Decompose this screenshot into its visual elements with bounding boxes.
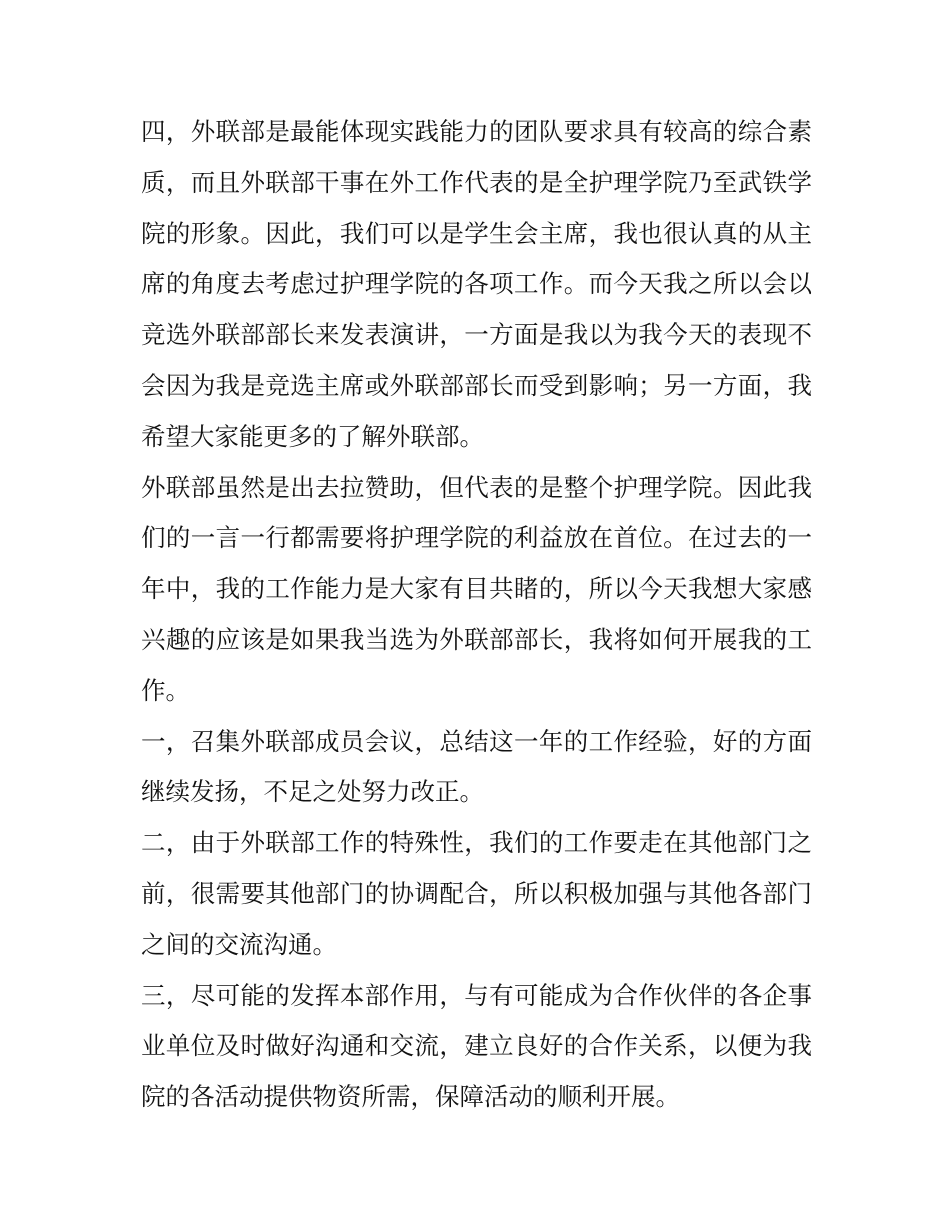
paragraph-2: 外联部虽然是出去拉赞助，但代表的是整个护理学院。因此我们的一言一行都需要将护理学院的利益放在首位。在过去的一年中，我的工作能力是大家有目共睹的，所以今天我想大家感兴趣的应该是如果我当选为外联部部长，我将如何开展我的工作。 <box>141 472 812 705</box>
paragraph-3: 一，召集外联部成员会议，总结这一年的工作经验，好的方面继续发扬，不足之处努力改正。 <box>141 726 812 807</box>
paragraph-1: 四，外联部是最能体现实践能力的团队要求具有较高的综合素质，而且外联部干事在外工作代表的是全护理学院乃至武铁学院的形象。因此，我们可以是学生会主席，我也很认真的从主席的角度去考虑过护理学院的各项工作。而今天我之所以会以竞选外联部部长来发表演讲，一方面是我以为我今天的表现不会因为我是竞选主席或外联部部长而受到影响；另一方面，我希望大家能更多的了解外联部。 <box>141 117 812 451</box>
document-body <box>141 107 812 1123</box>
paragraph-5: 三，尽可能的发挥本部作用，与有可能成为合作伙伴的各企事业单位及时做好沟通和交流，建立良好的合作关系，以便为我院的各活动提供物资所需，保障活动的顺利开展。 <box>141 980 812 1112</box>
paragraph-4: 二，由于外联部工作的特殊性，我们的工作要走在其他部门之前，很需要其他部门的协调配合，所以积极加强与其他各部门之间的交流沟通。 <box>141 828 812 959</box>
